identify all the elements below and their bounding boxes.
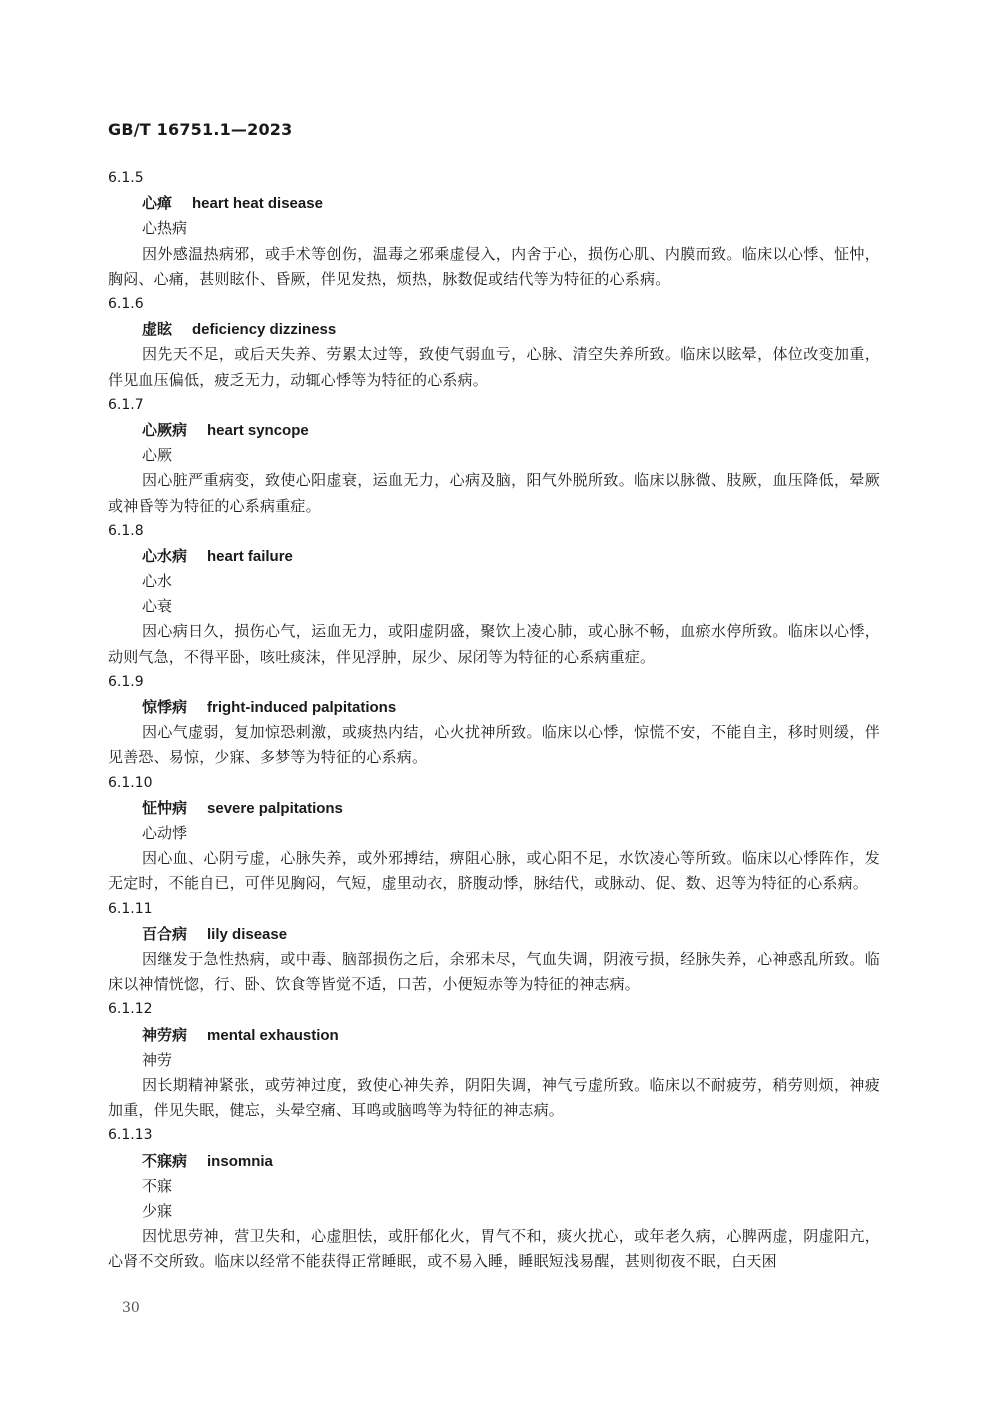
- term-entry: [108, 166, 880, 292]
- term-definition: 因心病日久，损伤心气，运血无力，或阳虚阴盛，聚饮上凌心肺，或心脉不畅，血瘀水停所致。临床以心悸，动则气急，不得平卧，咳吐痰沫，伴见浮肿，尿少、尿闭等为特征的心系病重症。: [108, 622, 880, 666]
- term-chinese: 惊悸病: [142, 698, 188, 717]
- entry-term: [108, 191, 880, 216]
- term-definition: 因继发于急性热病，或中毒、脑部损伤之后，余邪未尽，气血失调，阴液亏损，经脉失养，心神惑乱所致。临床以神情恍惚，行、卧、饮食等皆觉不适，口苦，小便短赤等为特征的神志病。: [108, 950, 880, 994]
- term-entry: [108, 393, 880, 519]
- term-definition: 因长期精神紧张，或劳神过度，致使心神失养，阴阳失调，神气亏虚所致。临床以不耐疲劳，稍劳则烦，神疲加重，伴见失眠，健忘，头晕空痛、耳鸣或脑鸣等为特征的神志病。: [108, 1075, 880, 1120]
- term-synonym: 心水: [142, 572, 173, 591]
- entry-number: 6.1.7: [108, 396, 144, 413]
- term-definition: 因心血、心阴亏虚，心脉失养，或外邪搏结，痹阻心脉，或心阳不足，水饮凌心等所致。临床以心悸阵作，发无定时，不能自已，可伴见胸闷，气短，虚里动衣，脐腹动悸，脉结代，或脉动、促、数、迟等为特征的心系病。: [108, 849, 880, 893]
- entry-number: 6.1.6: [108, 295, 144, 312]
- term-synonym: 不寐: [142, 1176, 173, 1195]
- page-number: 30: [122, 1300, 140, 1316]
- term-definition: 因忧思劳神，营卫失和，心虚胆怯，或肝郁化火，胃气不和，痰火扰心，或年老久病，心脾两虚，阴虚阳亢，心肾不交所致。临床以经常不能获得正常睡眠，或不易入睡，睡眠短浅易醒，甚则彻夜不眠，白天困: [108, 1227, 880, 1271]
- term-chinese: 神劳病: [142, 1025, 188, 1044]
- entry-term: [108, 922, 880, 947]
- term-english: insomnia: [207, 1152, 273, 1170]
- term-definition: 因心脏严重病变，致使心阳虚衰，运血无力，心病及脑，阳气外脱所致。临床以脉微、肢厥，血压降低，晕厥或神昏等为特征的心系病重症。: [108, 471, 880, 515]
- term-english: severe palpitations: [207, 799, 343, 817]
- entry-term: [108, 544, 880, 569]
- term-synonym: 少寐: [142, 1201, 173, 1220]
- term-chinese: 心瘅: [142, 194, 173, 213]
- term-english: heart heat disease: [192, 195, 323, 213]
- entry-term: [108, 695, 880, 720]
- term-chinese: 百合病: [142, 924, 188, 943]
- entry-number: 6.1.5: [108, 170, 144, 186]
- term-synonym: 神劳: [142, 1050, 173, 1069]
- entry-term: [108, 796, 880, 821]
- term-synonym: 心衰: [142, 597, 173, 616]
- entry-number: 6.1.9: [108, 673, 144, 690]
- term-chinese: 不寐病: [142, 1151, 188, 1170]
- term-english: lily disease: [207, 925, 288, 943]
- term-chinese: 怔忡病: [142, 798, 188, 817]
- entry-number: 6.1.12: [108, 1001, 153, 1018]
- term-definition: 因心气虚弱，复加惊恐刺激，或痰热内结，心火扰神所致。临床以心悸，惊慌不安，不能自主，移时则缓，伴见善恐、易惊，少寐、多梦等为特征的心系病。: [108, 723, 880, 767]
- term-english: heart failure: [207, 547, 293, 565]
- term-synonym: 心动悸: [142, 824, 188, 843]
- term-entry: [108, 670, 880, 771]
- entry-number: 6.1.11: [108, 900, 153, 917]
- term-english: fright-induced palpitations: [207, 699, 397, 717]
- term-chinese: 虚眩: [142, 320, 173, 339]
- term-chinese: 心水病: [142, 546, 188, 565]
- standard-header: GB/T 16751.1—2023: [108, 120, 293, 139]
- entry-term: [108, 1149, 880, 1174]
- term-chinese: 心厥病: [142, 420, 188, 439]
- term-definition: 因外感温热病邪，或手术等创伤，温毒之邪乘虚侵入，内舍于心，损伤心肌、内膜而致。临床以心悸、怔忡，胸闷、心痛，甚则眩仆、昏厥，伴见发热，烦热，脉数促或结代等为特征的心系病。: [108, 244, 880, 288]
- term-english: mental exhaustion: [207, 1026, 339, 1044]
- term-english: deficiency dizziness: [192, 321, 337, 339]
- entry-term: [108, 1023, 880, 1048]
- term-synonym: 心厥: [142, 446, 173, 465]
- term-english: heart syncope: [207, 421, 309, 439]
- entry-term: [108, 418, 880, 443]
- entry-number: 6.1.13: [108, 1127, 153, 1144]
- term-entry: [108, 997, 880, 1123]
- entry-term: [108, 317, 880, 342]
- term-entry: [108, 292, 880, 393]
- term-definition: 因先天不足，或后天失养、劳累太过等，致使气弱血亏，心脉、清空失养所致。临床以眩晕，体位改变加重，伴见血压偏低，疲乏无力，动辄心悸等为特征的心系病。: [108, 345, 880, 389]
- term-entry: [108, 771, 880, 897]
- term-entry: [108, 1123, 880, 1274]
- entry-number: 6.1.10: [108, 774, 153, 791]
- term-synonym: 心热病: [142, 219, 188, 238]
- term-entry: [108, 897, 880, 998]
- term-entry: [108, 519, 880, 670]
- terms-content: [108, 166, 880, 1275]
- entry-number: 6.1.8: [108, 522, 144, 539]
